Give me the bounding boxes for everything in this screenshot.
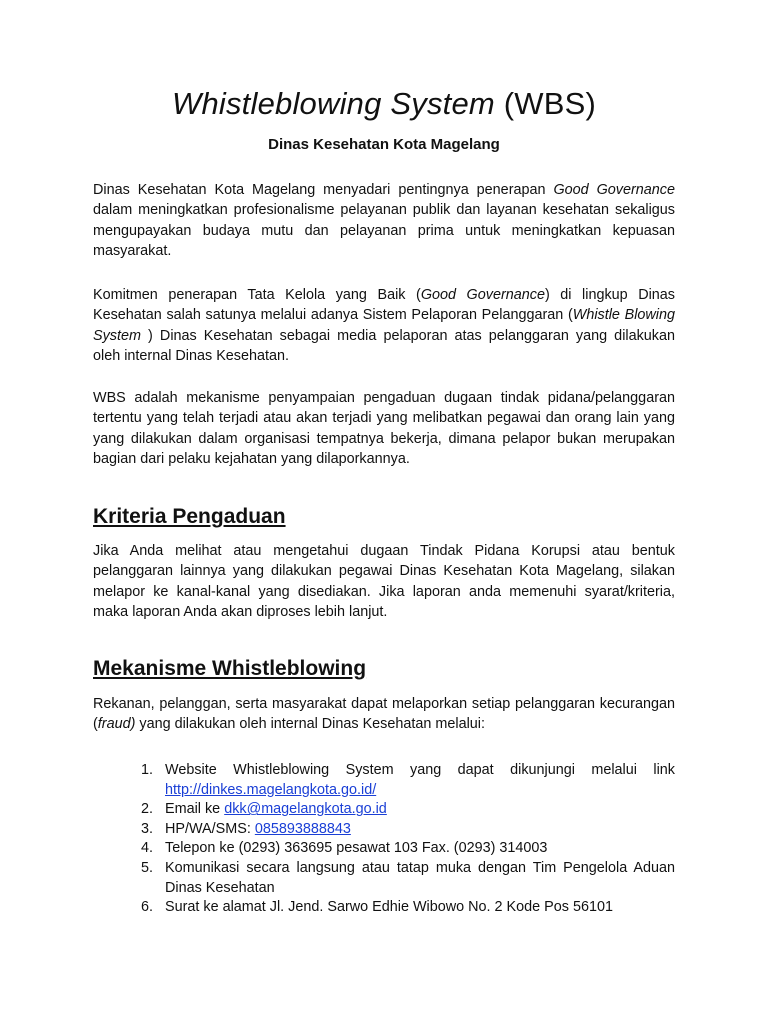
- list-item: [141, 800, 675, 820]
- list-number: 4.: [141, 840, 154, 857]
- phone-link[interactable]: 085893888843: [254, 820, 351, 837]
- list-text: Komunikasi secara langsung atau tatap muka dengan Tim Pengelola Aduan Dinas Kesehatan: [165, 859, 675, 896]
- list-item: [141, 859, 675, 898]
- list-item: [141, 820, 675, 840]
- list-text: Email ke: [165, 801, 225, 818]
- list-item: [141, 761, 675, 800]
- list-number: 6.: [141, 899, 154, 916]
- paragraph-commitment: [93, 285, 675, 366]
- list-item: [141, 898, 675, 918]
- heading-kriteria: Kriteria Pengaduan: [93, 505, 286, 528]
- text-span: Rekanan, pelanggan, serta masyarakat dapat melaporkan setiap pelanggaran kecurangan (: [93, 696, 675, 733]
- text-emphasis: fraud): [97, 716, 136, 733]
- list-number: 1.: [141, 762, 154, 778]
- text-span: Dinas Kesehatan Kota Magelang menyadari pentingnya penerapan: [93, 182, 554, 198]
- title-suffix: (WBS): [494, 86, 596, 121]
- email-link[interactable]: dkk@magelangkota.go.id: [224, 801, 387, 818]
- page-subtitle: Dinas Kesehatan Kota Magelang: [268, 136, 500, 153]
- page-title: [93, 86, 675, 122]
- list-text: Telepon ke (0293) 363695 pesawat 103 Fax. (0293) 314003: [165, 840, 548, 857]
- list-item: [141, 839, 675, 859]
- paragraph-kriteria: Jika Anda melihat atau mengetahui dugaan Tindak Pidana Korupsi atau bentuk pelanggaran lainnya yang dilakukan pegawai Dinas Kesehatan Kota Magelang, silakan melapor ke kanal-kanal yang disediakan. Jika laporan anda memenuhi syarat/kriteria, maka laporan Anda akan diproses lebih lanjut.: [93, 543, 675, 620]
- text-span: dalam meningkatkan profesionalisme pelayanan publik dan layanan kesehatan sekaligus mengupayakan budaya mutu dan pelayanan prima untuk meningkatkan kepuasan masyarakat.: [93, 202, 675, 259]
- reporting-channels-list: [141, 761, 675, 918]
- list-number: 3.: [141, 820, 154, 837]
- paragraph-mekanisme: [93, 694, 675, 735]
- paragraph-intro: [93, 180, 675, 261]
- text-emphasis: Good Governance: [553, 182, 675, 198]
- text-span: ) di lingkup Dinas Kesehatan salah satunya melalui adanya Sistem Pelaporan Pelanggaran (: [93, 287, 675, 324]
- list-text: Surat ke alamat Jl. Jend. Sarwo Edhie Wibowo No. 2 Kode Pos 56101: [165, 899, 613, 916]
- heading-mekanisme: Mekanisme Whistleblowing: [93, 657, 367, 680]
- list-text: Website Whistleblowing System yang dapat dikunjungi melalui link: [165, 762, 675, 778]
- text-emphasis: Good Governance: [420, 287, 545, 303]
- text-span: yang dilakukan oleh internal Dinas Kesehatan melalui:: [135, 716, 485, 733]
- list-number: 5.: [141, 859, 154, 876]
- list-text: HP/WA/SMS:: [165, 820, 255, 837]
- title-italic: Whistleblowing System: [172, 86, 495, 121]
- text-span: ) Dinas Kesehatan sebagai media pelaporan atas pelanggaran yang dilakukan oleh internal Dinas Kesehatan.: [93, 327, 675, 364]
- paragraph-wbs-definition: WBS adalah mekanisme penyampaian pengaduan dugaan tindak pidana/pelanggaran tertentu yang telah terjadi atau akan terjadi yang melibatkan pegawai dan orang lain yang yang dilakukan dalam organisasi tempatnya bekerja, dimana pelapor bukan merupakan bagian dari pelaku kejahatan yang dilaporkannya.: [93, 390, 675, 467]
- website-link[interactable]: http://dinkes.magelangkota.go.id/: [165, 781, 377, 798]
- text-span: Komitmen penerapan Tata Kelola yang Baik (: [93, 287, 421, 303]
- text-emphasis: Whistle Blowing System: [93, 307, 675, 344]
- list-number: 2.: [141, 801, 154, 818]
